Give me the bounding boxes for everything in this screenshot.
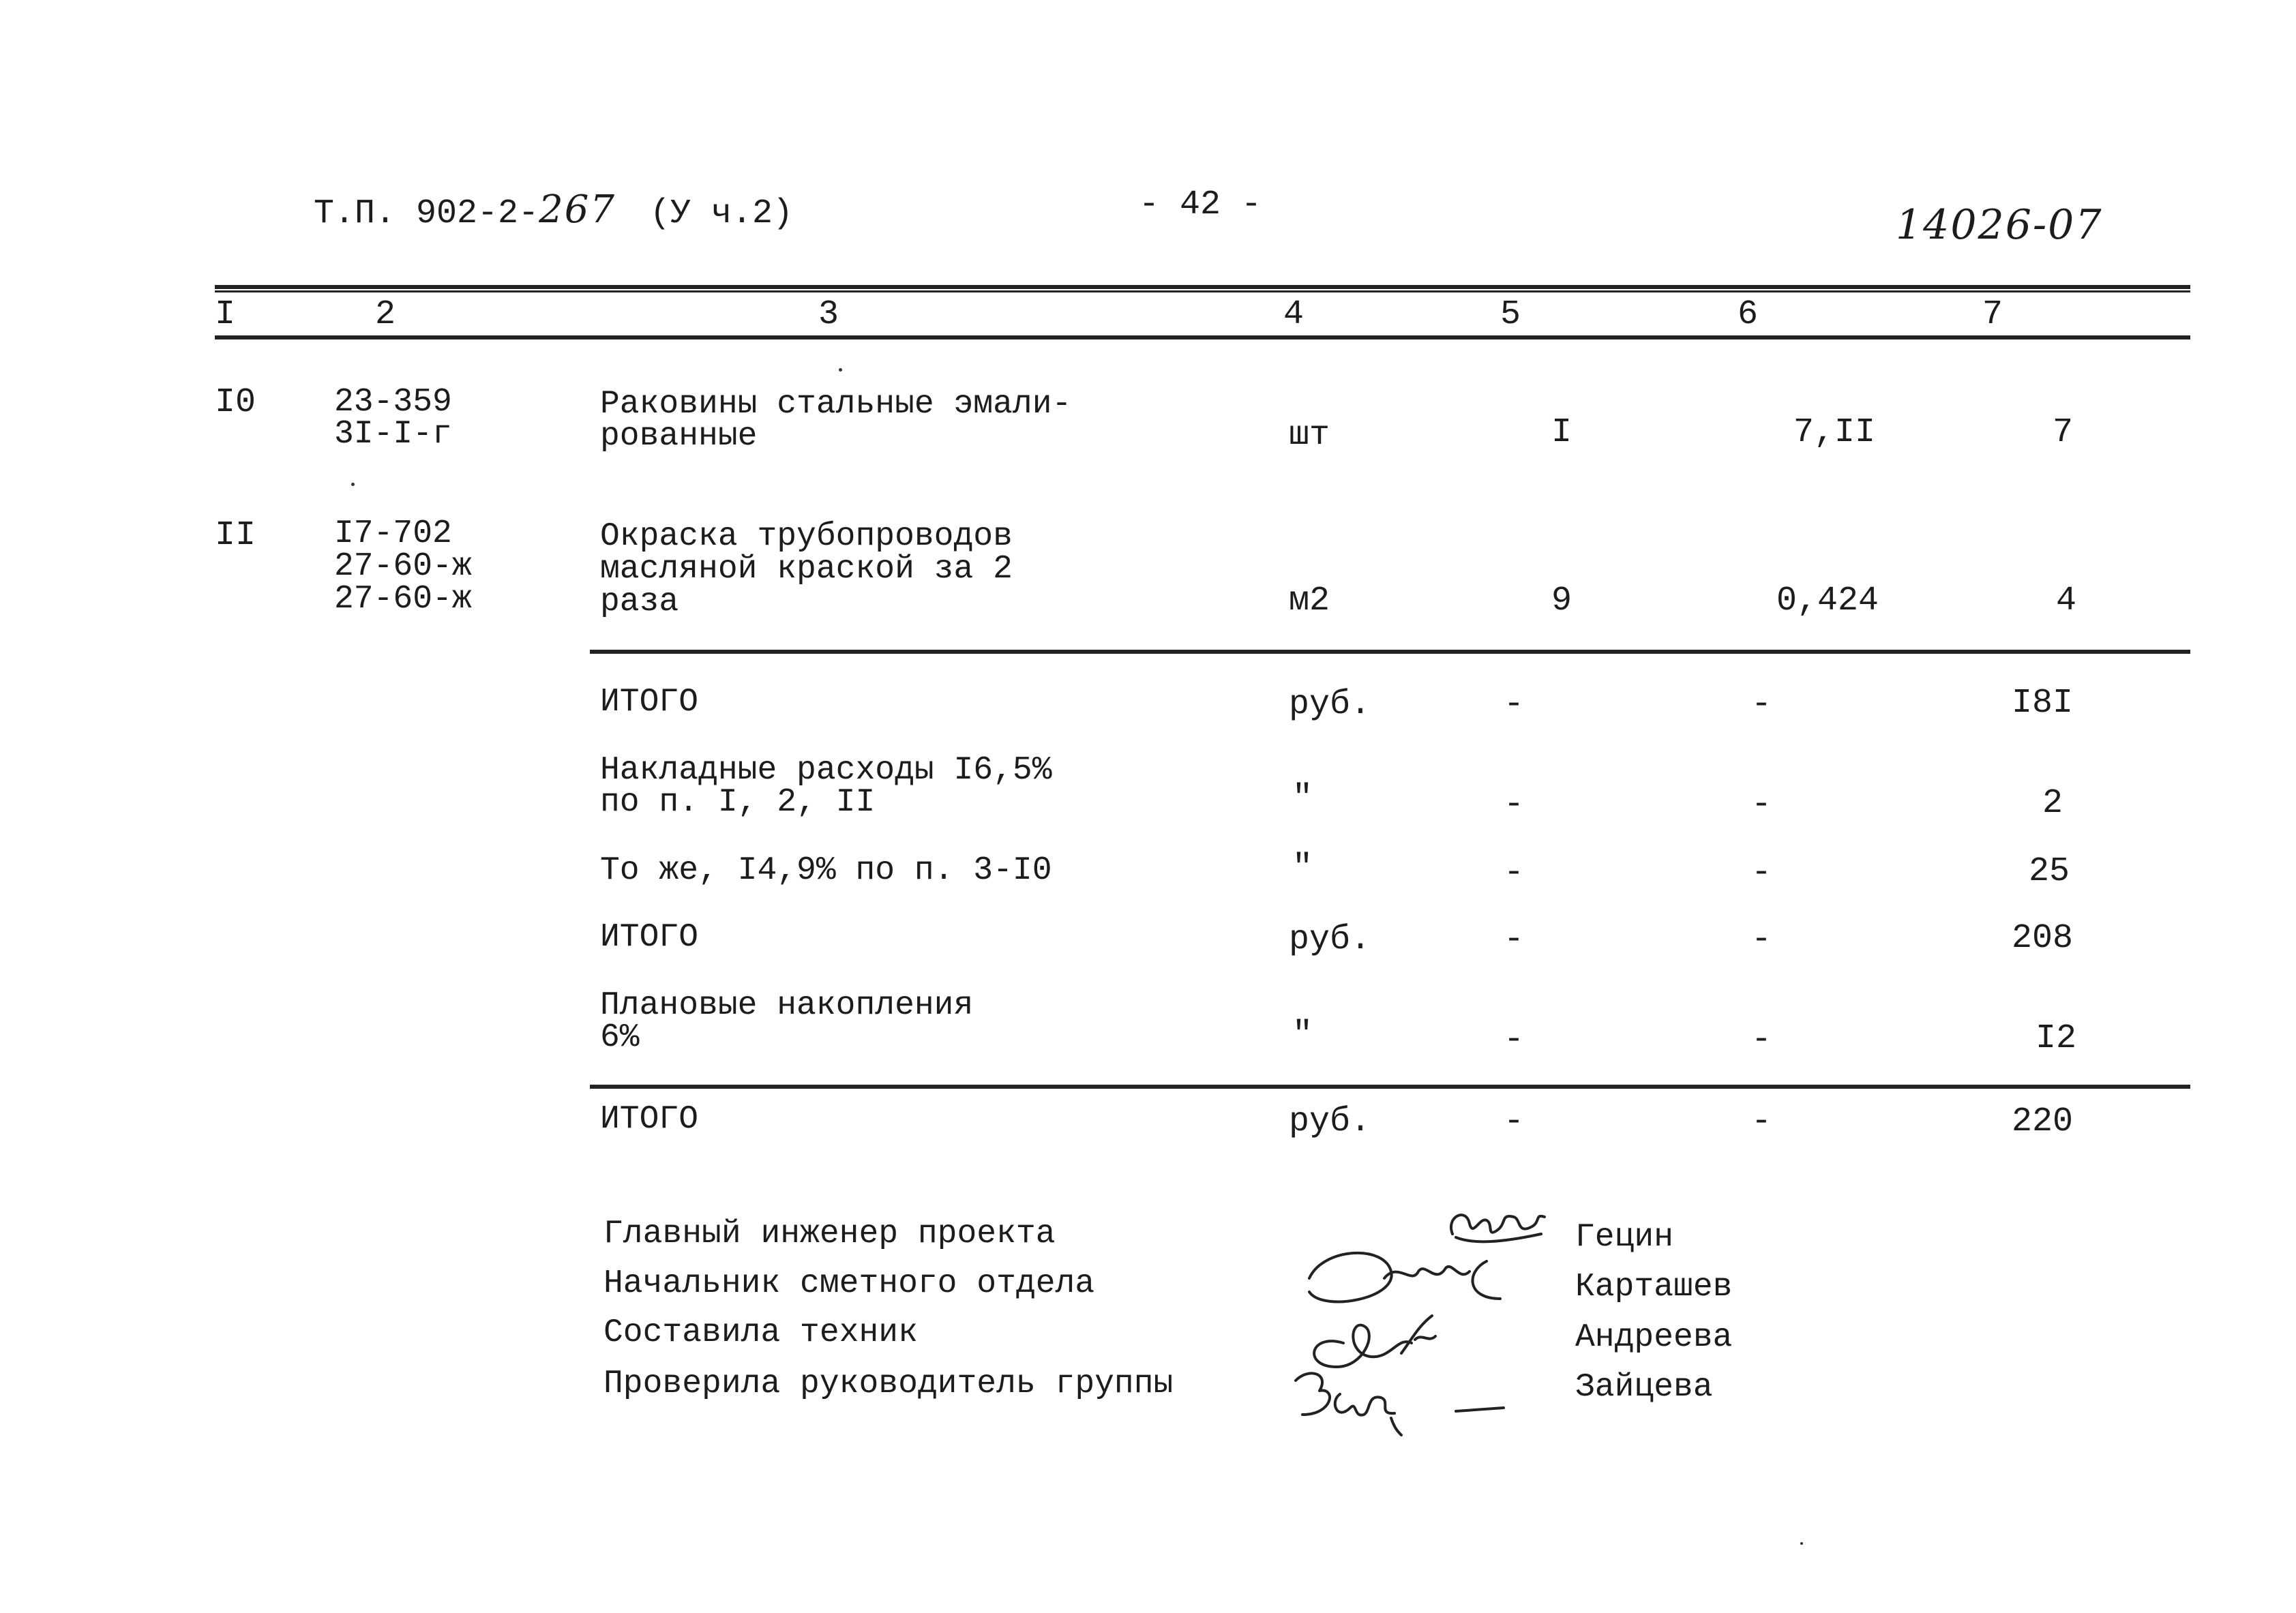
summary-description: 6%	[600, 1019, 640, 1056]
summary-price: -	[1751, 920, 1772, 959]
document-part: (У ч.2)	[649, 194, 794, 233]
header-bottom-rule	[215, 335, 2190, 340]
summary-total: 208	[2012, 919, 2074, 958]
summary-quantity: -	[1504, 785, 1525, 824]
row-total: 7	[2053, 413, 2074, 452]
row-code: 3I-I-г	[334, 416, 452, 453]
table-top-rule	[215, 285, 2190, 289]
rows-bottom-rule	[590, 650, 2190, 654]
row-description: рованные	[600, 418, 758, 455]
archive-number: 14026-07	[1896, 201, 2103, 249]
row-code: I7-702	[334, 515, 452, 552]
summary-bottom-rule	[590, 1085, 2190, 1089]
row-description: раза	[600, 584, 679, 620]
signature-name: Гецин	[1575, 1219, 1674, 1256]
summary-total: 220	[2012, 1102, 2074, 1141]
summary-quantity: -	[1504, 1021, 1525, 1059]
signature-name: Андреева	[1575, 1319, 1733, 1356]
row-quantity: 9	[1551, 582, 1572, 620]
row-code: 23-359	[334, 384, 452, 421]
summary-unit: руб.	[1289, 1102, 1371, 1141]
row-unit: м2	[1289, 582, 1330, 620]
row-number: I0	[215, 383, 256, 422]
row-description: Раковины стальные эмали-	[600, 386, 1072, 423]
document-code-handwritten: 267	[539, 187, 616, 232]
scan-speck	[351, 483, 355, 486]
summary-description: Накладные расходы I6,5%	[600, 752, 1052, 789]
row-description: масляной краской за 2	[600, 551, 1013, 588]
summary-description: ИТОГО	[600, 1101, 699, 1138]
column-header-6: 6	[1738, 295, 1759, 334]
summary-price: -	[1751, 785, 1772, 824]
document-code-prefix: Т.П. 902-2-	[314, 194, 539, 233]
summary-quantity: -	[1504, 920, 1525, 959]
summary-description: ИТОГО	[600, 919, 699, 956]
summary-description: Плановые накопления	[600, 987, 974, 1024]
summary-price: -	[1751, 854, 1772, 892]
handwritten-signatures	[1282, 1196, 1596, 1449]
summary-total: 25	[2029, 852, 2070, 891]
signature-role: Начальник сметного отдела	[603, 1265, 1095, 1302]
column-header-2: 2	[375, 295, 396, 334]
summary-unit: руб.	[1289, 920, 1371, 959]
summary-total: I8I	[2012, 684, 2074, 723]
row-quantity: I	[1551, 413, 1572, 452]
column-header-4: 4	[1283, 295, 1304, 334]
column-header-7: 7	[1982, 295, 2003, 334]
summary-total: I2	[2036, 1019, 2077, 1058]
table-top-rule-2	[215, 290, 2190, 292]
page-number: - 42 -	[1139, 185, 1262, 224]
signature-name: Зайцева	[1575, 1369, 1713, 1406]
signature-role: Проверила руководитель группы	[603, 1366, 1174, 1402]
row-description: Окраска трубопроводов	[600, 518, 1013, 555]
row-code: 27-60-ж	[334, 581, 472, 618]
column-header-3: 3	[818, 295, 839, 334]
summary-unit: руб.	[1289, 685, 1371, 724]
signature-role: Главный инженер проекта	[603, 1216, 1056, 1252]
summary-unit: "	[1292, 1016, 1313, 1055]
row-number: II	[215, 516, 256, 555]
row-unit: шт	[1289, 416, 1330, 455]
summary-description: То же, I4,9% по п. 3-I0	[600, 852, 1052, 889]
summary-quantity: -	[1504, 1102, 1525, 1141]
scan-speck	[1800, 1542, 1803, 1545]
signature-role: Составила техник	[603, 1314, 918, 1351]
summary-quantity: -	[1504, 854, 1525, 892]
summary-unit: "	[1292, 849, 1313, 888]
row-price: 0,424	[1776, 582, 1879, 620]
row-price: 7,II	[1793, 413, 1876, 452]
column-header-5: 5	[1500, 295, 1521, 334]
row-code: 27-60-ж	[334, 548, 472, 585]
summary-price: -	[1751, 1021, 1772, 1059]
summary-unit: "	[1292, 779, 1313, 818]
summary-quantity: -	[1504, 685, 1525, 724]
column-header-1: I	[215, 295, 236, 334]
summary-price: -	[1751, 1102, 1772, 1141]
row-total: 4	[2056, 582, 2077, 620]
summary-total: 2	[2042, 784, 2063, 823]
summary-description: по п. I, 2, II	[600, 784, 876, 821]
document-code	[314, 187, 793, 233]
summary-price: -	[1751, 685, 1772, 724]
scan-speck	[839, 368, 842, 372]
summary-description: ИТОГО	[600, 684, 699, 721]
signature-name: Карташев	[1575, 1269, 1733, 1306]
